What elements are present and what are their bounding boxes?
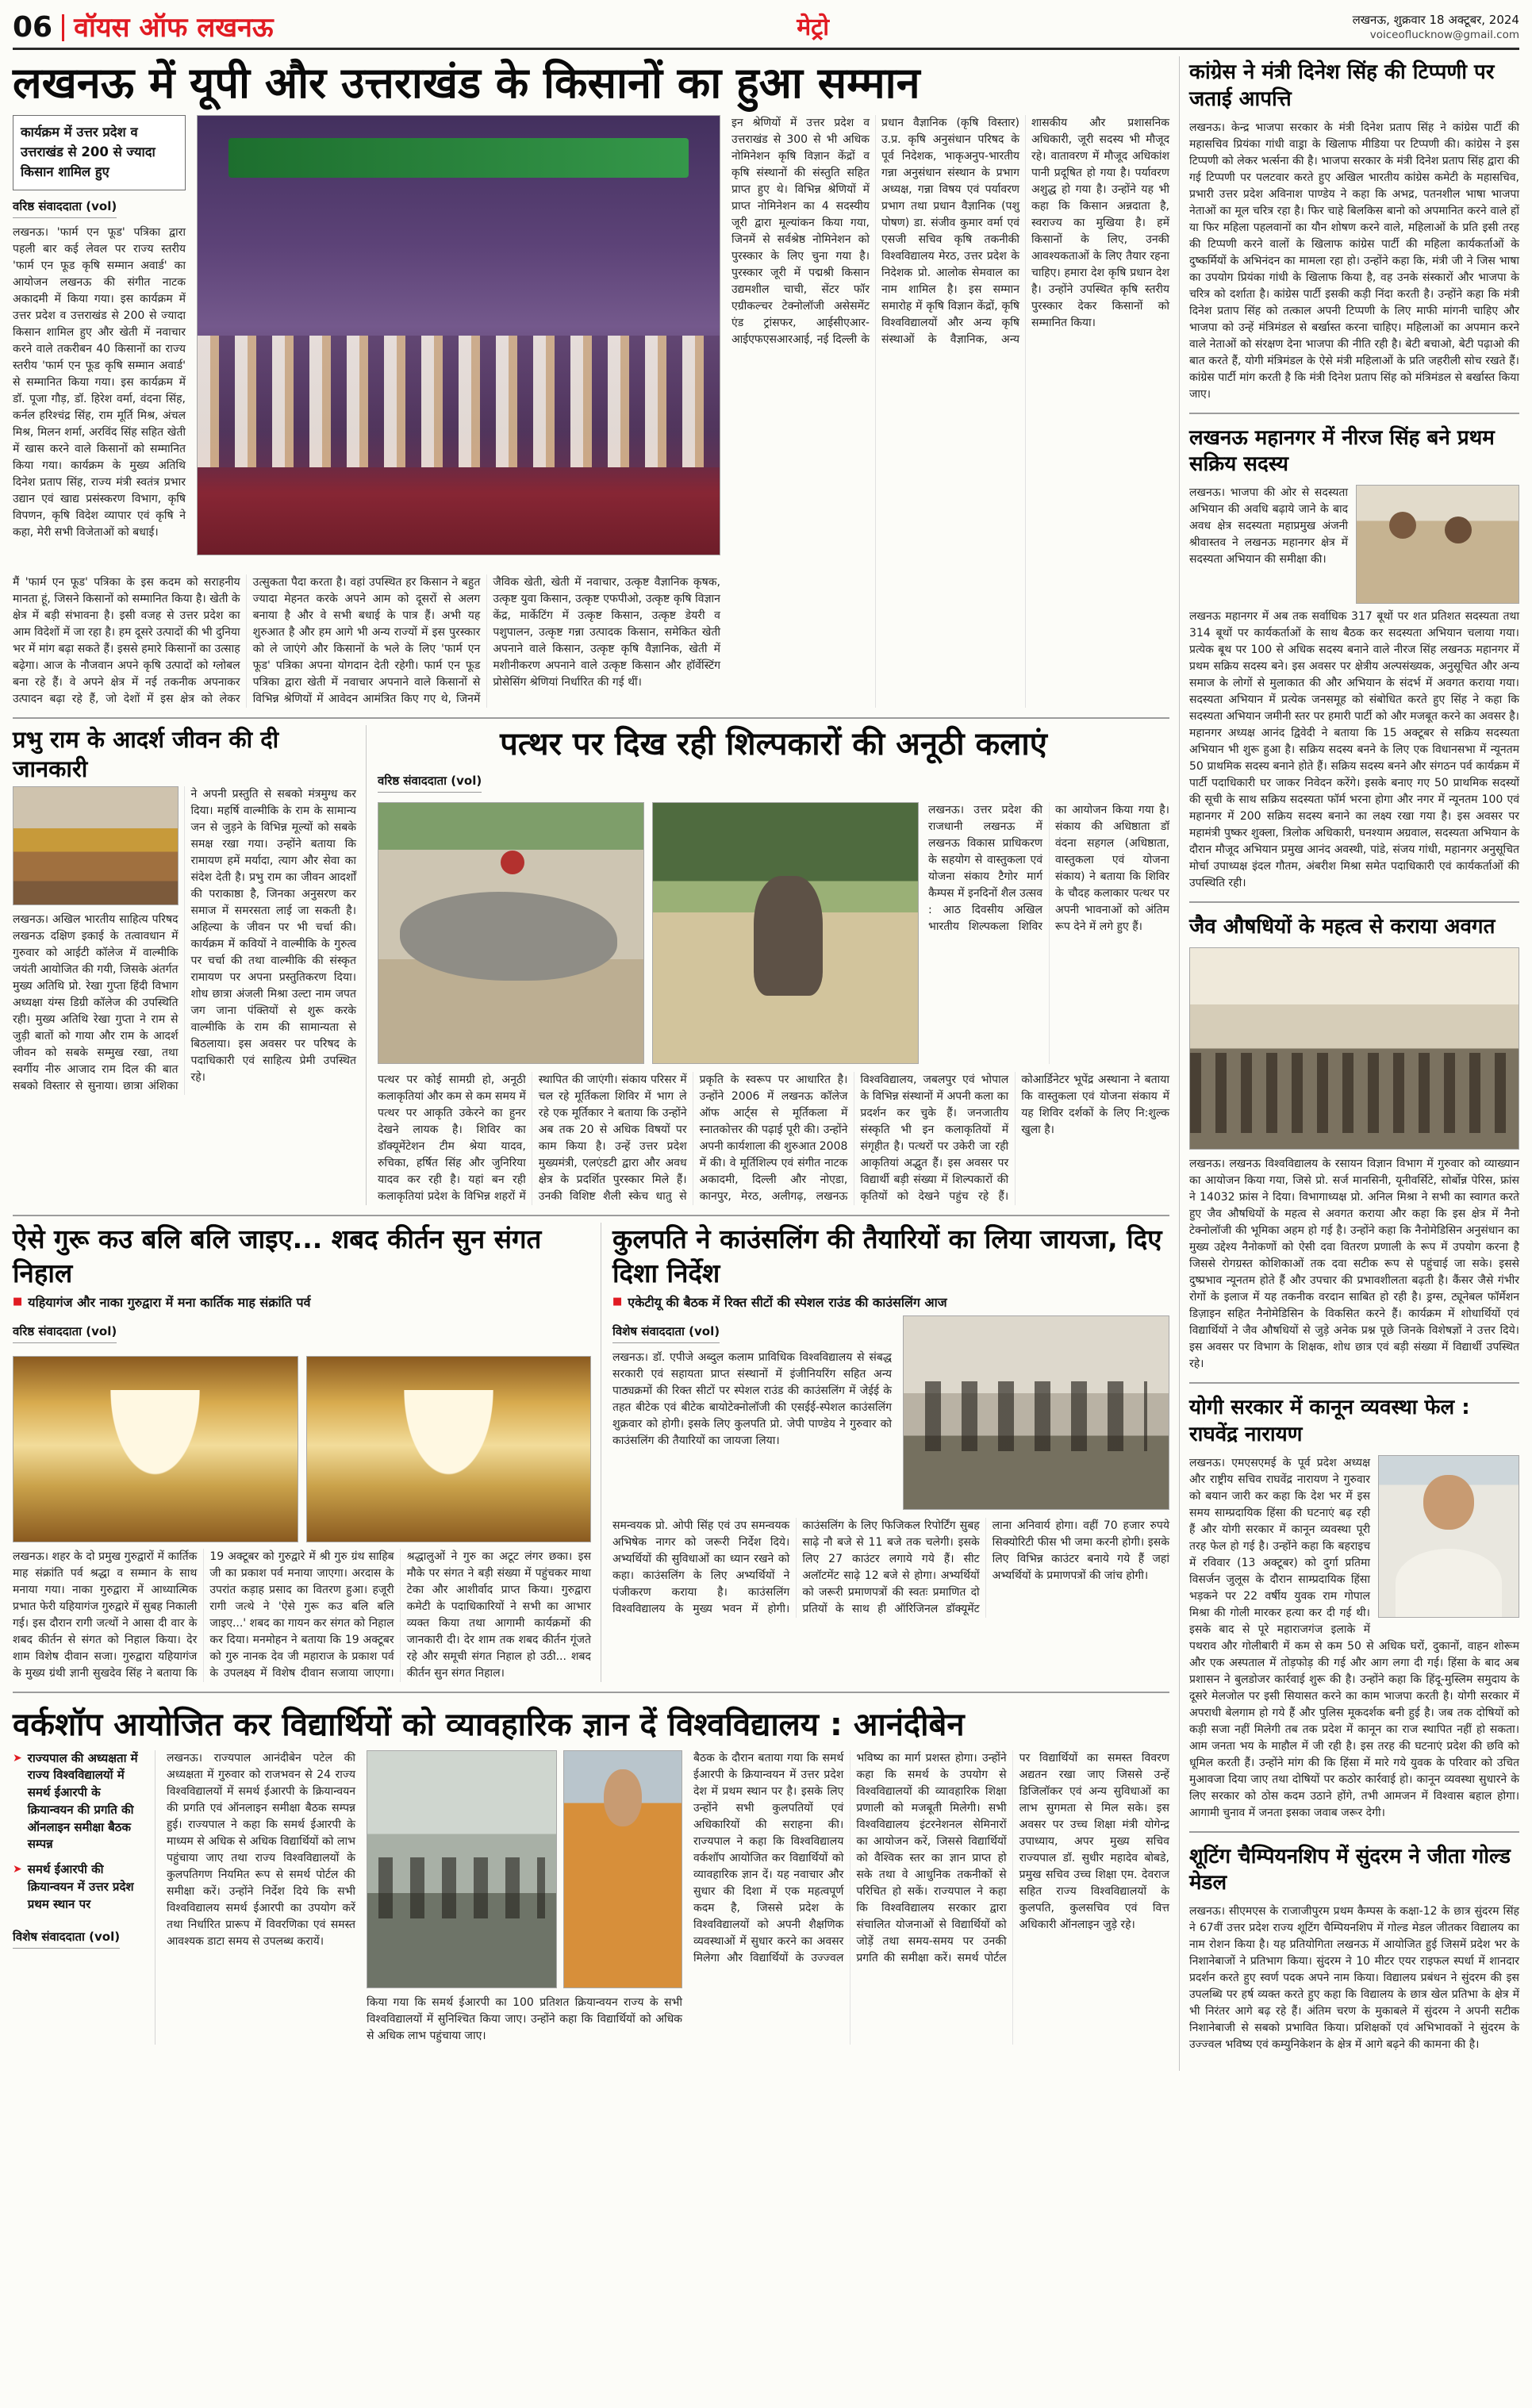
- gurudwara-byline: वरिष्ठ संवाददाता (vol): [13, 1320, 117, 1343]
- row-gurudwara-kulpati: [13, 1215, 1169, 1681]
- sculptors-photos: [378, 802, 919, 1064]
- headline-bio-medicines: जैव औषधियों के महत्व से कराया अवगत: [1189, 915, 1496, 939]
- kulpati-top-row: [612, 1315, 1169, 1510]
- neeraj-body-text: लखनऊ महानगर में अब तक सर्वाधिक 317 बूथों पर शत प्रतिशत सदस्यता तथा 314 बूथों पर कार्यकर्ताओं के साथ बैठक कर सदस्यता अभियान चलाया गया। प्रत्येक बूथ पर 100 से अधिक सदस्य बनाने वाले नीरज सिंह लखनऊ महानगर में प्रथम सक्रिय सदस्य बने। इस अवसर पर क्षेत्रीय अल्पसंख्यक, अनुसूचित और अन्य समाज के लोगों से मुलाकात की और अभियान के संदर्भ में अवगत कराया गया। सदस्यता अभियान में प्रत्येक जनसमूह को संबोधित करते हुए सिंह ने कहा कि सदस्यता अभियान जमीनी स्तर पर हमारी पार्टी को और मजबूत करने का अवसर है। महानगर अध्यक्ष आनंद द्विवेदी ने बताया कि 15 अक्टूबर से सक्रिय सदस्यता अभियान भी शुरू हुआ है। सक्रिय सदस्य बनने के लिए एक विधानसभा में न्यूनतम 50 प्राथमिक सदस्य बनाने होते हैं। सक्रिय सदस्य बनने और संगठन पर्व कार्यक्रम में पार्टी पदाधिकारी घर जाकर निवेदन करेंगे। इसके बनाए गए 50 प्राथमिक सदस्यों की सूची के साथ सक्रिय सदस्यता फॉर्म भरना होगा और नगर में न्यूनतम 100 एवं महानगर में 200 सक्रिय सदस्य बनाने का लक्ष्य रखा गया है। इस अवसर पर महामंत्री पुष्कर शुक्ला, त्रिलोक अधिकारी, घनश्याम अग्रवाल, सदस्यता अभियान के दौरान मौजूद अभियान प्रमुख आनंद अवस्थी, पांडे, संजय गांधी, महानगर अनुसूचित मोर्चा उपाध्यक्ष इंदल गौतम, अंबरीश मिश्रा समेत पदाधिकारी एवं कार्यकर्ताओं की उपस्थिति रही।: [1189, 610, 1519, 890]
- sculptors-byline: वरिष्ठ संवाददाता (vol): [378, 770, 482, 793]
- ram-body-text: लखनऊ। अखिल भारतीय साहित्य परिषद लखनऊ दक्षिण इकाई के तत्वावधान में गुरुवार को आईटी कॉलेज में वाल्मीकि जयंती आयोजित की गयी, जिसके अंतर्गत मुख्य अतिथि प्रो. रेखा गुप्ता हिंदी विभाग अध्यक्षा यंग्स डिग्री कॉलेज की उपस्थिति रही। मुख्य अतिथि रेखा गुप्ता ने राम से जुड़ी बातों को गाया और राम के आदर्श जीवन को सबके सम्मुख रखा, तथा स्वर्गीय नीरु आजाद राम दिल की बात सबको विस्तार से सुनाया। छात्रा अंशिका ने अपनी प्रस्तुति से सबको मंत्रमुग्ध कर दिया। महर्षि वाल्मीकि के राम के सामान्य जन से जुड़ने के विभिन्न मूल्यों को सबके समक्ष रखा गया। उन्होंने बताया कि रामायण हमें मर्यादा, त्याग और सेवा का संदेश देती है। प्रभु राम का जीवन आदर्शों की पराकाष्ठा है, जिनका अनुसरण कर समाज में समरसता लाई जा सकती है। अहिल्या के जीवन पर भी चर्चा की। कार्यक्रम में कवियों ने वाल्मीकि के गुरुत्व पर चर्चा की तथा वाल्मीकि की संस्कृत रामायण पर अपना प्रस्तुतिकरण दिया। शोध छात्रा अंजली मिश्रा उल्टा नाम जपत जग जाना पंक्तियों से शुरू करके वाल्मीकि के राम की सामान्यता से बिठलाया। इस अवसर पर परिषद के पदाधिकारी एवं साहित्य प्रेमी उपस्थित रहे।: [13, 787, 356, 1093]
- workshop-photo-block: [367, 1750, 682, 2045]
- photo-stone-sculpture: [378, 802, 644, 1064]
- masthead-right: [1353, 12, 1519, 42]
- right-sidebar-column: [1179, 56, 1519, 2071]
- masthead-left: [13, 13, 274, 42]
- sculptors-bottom-text: पत्थर पर कोई सामग्री हो, अनूठी कलाकृतियां और कम से कम समय में पत्थर पर आकृति उकेरने का हुनर देखने लायक है। शिविर का डॉक्यूमेंटेशन टीम श्रेया यादव, रुचिका, हर्षित सिंह और जुनिरिया यादव कर रही है। यहां बन रही कलाकृतियां प्रदेश के विभिन्न शहरों में स्थापित की जाएंगी। संकाय परिसर में चल रहे मूर्तिकला शिविर में भाग ले रहे एक मूर्तिकार ने बताया कि उन्होंने अब तक 20 से अधिक विषयों पर काम किया है। उन्हें उत्तर प्रदेश मुख्यमंत्री, एलएंडटी द्वारा और अवध क्षेत्र के प्रदर्शित पुरस्कार मिले हैं। उनकी विशिष्ट शैली स्केच धातु से प्रकृति के स्वरूप पर आधारित है। उन्होंने 2006 में लखनऊ कॉलेज ऑफ आर्ट्स से मूर्तिकला में स्नातकोत्तर की पढ़ाई पूरी की। उन्होंने अपनी कार्यशाला की शुरुआत 2008 में की। वे मूर्तिशिल्प एवं संगीत नाटक अकादमी, दिल्ली और नोएडा, कानपुर, मेरठ, अलीगढ़, लखनऊ विश्वविद्यालय, जबलपुर एवं भोपाल के विभिन्न संस्थानों में अपनी कला का प्रदर्शन कर चुके हैं। जनजातीय संस्कृति भी इन कलाकृतियों में संगृहीत है। पत्थरों पर उकेरी जा रही आकृतियां अद्भुत हैं। इस अवसर पर विद्यार्थी बड़ी संख्या में शिल्पकारों की कृतियों को देखने पहुंच रहे हैं। कोआर्डिनेटर भूपेंद्र अस्थाना ने बताया कि वास्तुकला एवं योजना संकाय में यह शिविर दर्शकों के लिए नि:शुल्क खुला है।: [378, 1073, 1169, 1204]
- sculptors-side-text: लखनऊ। उत्तर प्रदेश की राजधानी लखनऊ में लखनऊ विकास प्राधिकरण के सहयोग से वास्तुकला एवं योजना संकाय टैगोर मार्ग कैम्पस में इनदिनों शैल उत्सव : आठ दिवसीय अखिल भारतीय शिल्पकला शिविर का आयोजन किया गया है। संकाय की अधिष्ठाता डॉ वंदना सहगल (अधिष्ठाता, वास्तुकला एवं योजना संकाय) ने बताया कि शिविर के चौदह कलाकार पत्थर पर अपनी भावनाओं को अंतिम रूप देने में लगे हुए हैं।: [928, 804, 1169, 934]
- workshop-bullet-2: [13, 1861, 145, 1913]
- photo-gurudwara-naka-diwan: [13, 1356, 298, 1542]
- kulpati-kicker: [612, 1294, 1169, 1312]
- neeraj-lead-text: लखनऊ। भाजपा की ओर से सदस्यता अभियान की अवधि बढ़ाये जाने के बाद अवध क्षेत्र सदस्यता महाप्रमुख अंजनी श्रीवास्तव ने लखनऊ महानगर क्षेत्र में सदस्यता अभियान की समीक्षा की।: [1189, 486, 1348, 566]
- workshop-col-a: लखनऊ। राज्यपाल आनंदीबेन पटेल की अध्यक्षता में गुरुवार को राजभवन से 24 राज्य विश्वविद्यालयों में समर्थ ईआरपी के क्रियान्वयन की प्रगति एवं ऑनलाइन समीक्षा बैठक सम्पन्न हुई। राज्यपाल ने कहा कि समर्थ ईआरपी के माध्यम से अधिक से अधिक विद्यार्थियों को लाभ पहुंचाया जाए तथा राज्य विश्वविद्यालयों के कुलपतिगण नियमित रूप से समर्थ पोर्टल की समीक्षा करें। उन्होंने निर्देश दिये कि सभी विश्वविद्यालय समर्थ ईआरपी का उपयोग करें तथा निर्धारित प्रारूप में विवरणिका एवं समस्त आवश्यक डाटा समय से उपलब्ध करायें।: [167, 1751, 355, 1948]
- photo-award-ceremony-stage: [197, 115, 720, 555]
- workshop-sidebar: [13, 1750, 156, 2045]
- headline-congress-objection: कांग्रेस ने मंत्री दिनेश सिंह की टिप्पणी पर जताई आपत्ति: [1189, 60, 1495, 111]
- gurudwara-kicker: [13, 1294, 591, 1312]
- photo-valmiki-jayanti-event: [13, 786, 179, 905]
- masthead-title: वॉयस ऑफ लखनऊ: [74, 12, 274, 44]
- article-governor-workshop: [13, 1692, 1169, 2045]
- headline-governor-workshop: वर्कशॉप आयोजित कर विद्यार्थियों को व्यावहारिक ज्ञान दें विश्वविद्यालय : आनंदीबेन: [13, 1706, 965, 1743]
- headline-shooting-gold-medal: शूटिंग चैम्पियनशिप में सुंदरम ने जीता गोल्ड मेडल: [1189, 1844, 1511, 1895]
- arrow-bullet-icon: ➤: [13, 1863, 22, 1876]
- photo-raghvendra-narayan-portrait: [1378, 1455, 1519, 1618]
- headline-farmers-award: लखनऊ में यूपी और उत्तराखंड के किसानों का हुआ सम्मान: [13, 58, 920, 108]
- article-gurudwara: [13, 1223, 601, 1681]
- kulpati-body-text: समन्वयक प्रो. ओपी सिंह एवं उप समन्वयक अभिषेक नागर को जरूरी निर्देश दिये। अभ्यर्थियों की सुविधाओं का ध्यान रखने को कहा। काउंसलिंग के लिए अभ्यर्थियों ने पंजीकरण कराया है। काउंसलिंग विश्वविद्यालय के मुख्य भवन में होगी। काउंसलिंग के लिए फिजिकल रिपोर्टिंग सुबह साढ़े नौ बजे से 11 बजे तक चलेगी। इसके लिए 27 काउंटर लगाये गये हैं। सीट अलॉटमेंट साढ़े 12 बजे से होगा। अभ्यर्थियों को जरूरी प्रमाणपत्रों की स्वतः प्रमाणित दो प्रतियों के साथ ही ऑरिजिनल डॉक्यूमेंट लाना अनिवार्य होगा। वहीं 70 हजार रुपये सिक्योरिटी फीस भी जमा करनी होगी। इसके लिए विभिन्न काउंटर बनाये गये हैं जहां अभ्यर्थियों के प्रमाणपत्रों की जांच होगी।: [612, 1519, 1169, 1615]
- photo-aktu-inspection-meeting: [903, 1315, 1169, 1510]
- congress-body-text: लखनऊ। केन्द्र भाजपा सरकार के मंत्री दिनेश प्रताप सिंह ने कांग्रेस पार्टी की महासचिव प्रियंका गांधी वाड्रा के खिलाफ मीडिया पर टिप्पणी की। कांग्रेस ने इस टिप्पणी को लेकर भर्त्सना की है। भाजपा सरकार के मंत्री दिनेश प्रताप सिंह द्वारा की गई टिप्पणी पर पलटवार करते हुए अखिल भारतीय कांग्रेस कमेटी के महासचिव, प्रभारी उत्तर प्रदेश अविनाश पाण्डेय ने कहा कि अभद्र, पतनशील भाषा भाजपा नेताओं का मूल चरित्र रहा है। फिर चाहे बिलकिस बानो को अपमानित करने वाले हों या फिर महिला पहलवानों का यौन शोषण करने वाले, महिलाओं के प्रति इसी तरह की टिप्पणी करने वालों के खिलाफ कांग्रेस पार्टी की महिला कार्यकर्ताओं के दुष्कर्मियों के अभिनंदन का मामला रहा हो। उन्होंने कहा कि, मंत्री जी ने जिस भाषा का उपयोग प्रियंका गांधी के खिलाफ किया है, वह उनके संस्कारों और भाजपा के चरित्र को दर्शाता है। कांग्रेस पार्टी इसकी कड़ी निंदा करती है। उन्होंने कहा कि मंत्री दिनेश प्रताप सिंह को तत्काल अपनी टिप्पणी के लिए माफी मांगनी चाहिए और भाजपा को उन्हें मंत्रिमंडल से बर्खास्त करना चाहिए। महिलाओं का अपमान करने वाले नेताओं को संरक्षण देना भाजपा की नीति रही है। बेटी बचाओ, बेटी पढ़ाओ की बात करते हैं, योगी मंत्रिमंडल के ऐसे मंत्री महिलाओं के प्रति जहरीली सोच रखते हैं। कांग्रेस पार्टी मांग करती है कि मंत्री दिनेश प्रताप सिंह को मंत्रिमंडल से बर्खास्त किया जाए।: [1189, 121, 1519, 401]
- headline-raghvendra-statement: योगी सरकार में कानून व्यवस्था फेल : राघवेंद्र नारायण: [1189, 1395, 1470, 1446]
- kulpati-byline: विशेष संवाददाता (vol): [612, 1320, 720, 1343]
- farmers-left-column: [13, 115, 186, 555]
- bullet-icon: ■: [612, 1296, 623, 1308]
- article-neeraj-singh: [1189, 422, 1519, 904]
- photo-neeraj-singh-felicitation: [1356, 485, 1519, 604]
- workshop-photos: [367, 1750, 682, 1988]
- raghvendra-body-block: [1189, 1455, 1519, 1822]
- headline-gurudwara: ऐसे गुरू कउ बलि बलि जाइए... शबद कीर्तन सुन संगत निहाल: [13, 1223, 542, 1289]
- farmers-right-columns: इन श्रेणियों में उत्तर प्रदेश व उत्तराखंड से 300 से भी अधिक नोमिनेशन कृषि विज्ञान केंद्रों व कृषि संस्थानों की संस्तुति सहित प्राप्त हुए थे। विभिन्न श्रेणियों में प्राप्त नोमिनेशन का 4 सदस्यीय जूरी द्वारा मूल्यांकन किया गया, जिनमें से सर्वश्रेष्ठ नोमिनेशन को पुरस्कार के लिए चुना गया है। पुरस्कार जूरी में पद्मश्री किसान उद्यमशील चाची, सेंटर फॉर एग्रीकल्चर टेक्नोलॉजी असेसमेंट एंड ट्रांसफर, आईसीएआर-आईएफएसआरआई, नई दिल्ली के प्रधान वैज्ञानिक (कृषि विस्तार) उ.प्र. कृषि अनुसंधान परिषद के पूर्व निदेशक, भाकृअनुप-भारतीय गन्ना अनुसंधान संस्थान के प्रभाग अध्यक्ष, गन्ना विषय एवं पर्यावरण प्रभाग तथा प्रधान वैज्ञानिक (पशु पोषण) डा. संजीव कुमार वर्मा एवं एसजी सचिव कृषि तकनीकी विश्वविद्यालय मेरठ, उत्तर प्रदेश के निदेशक प्रो. आलोक सेमवाल का नाम शामिल है। इस सम्मान समारोह में कृषि विज्ञान केंद्रों, कृषि विश्वविद्यालयों और अन्य कृषि संस्थाओं के वैज्ञानिक, अन्य शासकीय और प्रशासनिक अधिकारी, जूरी सदस्य भी मौजूद रहे। वातावरण में मौजूद अधिकांश पानी प्रदूषित हो गया है। पर्यावरण अशुद्ध हो गया है। उन्होंने यह भी कहा कि किसान अन्नदाता है, स्वराज्य का मुखिया है। हमें किसानों के लिए, उनकी आवश्यकताओं के लिए तैयार रहना चाहिए। हमारा देश कृषि प्रधान देश है। उन्होंने उपस्थित कृषि स्तरीय पुरस्कार देकर किसानों को सम्मानित किया।: [731, 117, 1169, 347]
- article-sculptors: [378, 725, 1169, 1205]
- farmers-byline: वरिष्ठ संवाददाता (vol): [13, 195, 117, 218]
- ram-body-columns: [13, 786, 356, 1095]
- workshop-col-b: बैठक के दौरान बताया गया कि समर्थ ईआरपी के क्रियान्वयन में उत्तर प्रदेश देश में प्रथम स्थान पर है। इसके लिए उन्होंने सभी कुलपतियों एवं अधिकारियों की सराहना की। राज्यपाल ने कहा कि विश्वविद्यालय वर्कशॉप आयोजित कर विद्यार्थियों को व्यावहारिक ज्ञान दें। यह नवाचार और सुधार की दिशा में एक महत्वपूर्ण कदम है, जिससे प्रदेश के विश्वविद्यालयों को अपनी शैक्षणिक व्यवस्थाओं में सुधार करने का अवसर मिलेगा और विद्यार्थियों के उज्ज्वल भविष्य का मार्ग प्रशस्त होगा। उन्होंने कहा कि समर्थ के उपयोग से विश्वविद्यालयों की व्यावहारिक शिक्षा प्रणाली को मजबूती मिलेगी। सभी विश्वविद्यालय इंटरनेशनल सेमिनारों का आयोजन करें, जिससे विद्यार्थियों को वैश्विक स्तर का ज्ञान प्राप्त हो सके तथा वे आधुनिक तकनीकों से परिचित हो सकें। राज्यपाल ने कहा कि विश्वविद्यालय सरकार द्वारा संचालित योजनाओं से विद्यार्थियों को जोड़ें तथा समय-समय पर उनकी प्रगति की समीक्षा करें। समर्थ पोर्टल पर विद्यार्थियों का समस्त विवरण अद्यतन रखा जाए जिससे उन्हें डिजिलॉकर एवं अन्य सुविधाओं का लाभ सुगमता से मिल सके। इस अवसर पर उच्च शिक्षा मंत्री योगेन्द्र उपाध्याय, अपर मुख्य सचिव राज्यपाल डॉ. सुधीर महादेव बोबडे, प्रमुख सचिव उच्च शिक्षा एम. देवराज सहित राज्य विश्वविद्यालयों के कुलपति, कुलसचिव एवं वित्त अधिकारी ऑनलाइन जुड़े रहे।: [693, 1751, 1169, 1964]
- article-congress-objection: [1189, 56, 1519, 414]
- gurudwara-body-text: लखनऊ। शहर के दो प्रमुख गुरुद्वारों में कार्तिक माह संक्रांति पर्व श्रद्धा व सम्मान के साथ मनाया गया। नाका गुरुद्वारा में आध्यात्मिक प्रभात फेरी यहियागंज गुरुद्वारे में सुबह निकाली गई। इस दौरान रागी जत्थों ने आसा दी वार के शबद कीर्तन से संगत को निहाल किया। देर शाम विशेष दीवान सजा। गुरुद्वारा यहियागंज के मुख्य ग्रंथी ज्ञानी सुखदेव सिंह ने बताया कि 19 अक्टूबर को गुरुद्वारे में श्री गुरु ग्रंथ साहिब जी का प्रकाश पर्व मनाया जाएगा। अरदास के उपरांत कड़ाह प्रसाद का वितरण हुआ। हजूरी रागी जत्थे ने 'ऐसे गुरू कउ बलि बलि जाइए...' शबद का गायन कर संगत को निहाल कर दिया। मनमोहन ने बताया कि 19 अक्टूबर को गुरु नानक देव जी महाराज के प्रकाश पर्व के उपलक्ष्य में विशेष दीवान सजाया जाएगा। श्रद्धालुओं ने गुरु का अटूट लंगर छका। इस मौके पर संगत ने बड़ी संख्या में पहुंचकर माथा टेका और आशीर्वाद प्राप्त किया। गुरुद्वारा कमेटी के पदाधिकारियों ने सभी का आभार व्यक्त किया तथा आगामी कार्यक्रमों की जानकारी दी। देर शाम तक शबद कीर्तन गूंजते रहे और समूची संगत निहाल हो उठी... शबद कीर्तन सुन संगत निहाल।: [13, 1550, 591, 1680]
- sculptors-top-row: [378, 802, 1169, 1064]
- masthead: [13, 8, 1519, 50]
- gurudwara-photos: [13, 1356, 591, 1542]
- farmers-highlight-box: कार्यक्रम में उत्तर प्रदेश व उत्तराखंड से 200 से ज्यादा किसान शामिल हुए: [13, 115, 186, 190]
- article-raghvendra-statement: [1189, 1392, 1519, 1833]
- kulpati-lead-block: [612, 1315, 892, 1510]
- article-shooting-gold-medal: [1189, 1841, 1519, 2064]
- photo-sculptor-at-work: [652, 802, 919, 1064]
- headline-kulpati: कुलपति ने काउंसलिंग की तैयारियों का लिया जायजा, दिए दिशा निर्देश: [612, 1223, 1162, 1289]
- arrow-bullet-icon: ➤: [13, 1751, 22, 1765]
- row-ram-sculptors: [13, 717, 1169, 1205]
- workshop-byline: विशेष संवाददाता (vol): [13, 1926, 120, 1949]
- photo-lecture-audience: [1189, 947, 1519, 1150]
- section-title: मेट्रो: [797, 13, 830, 41]
- headline-neeraj-singh: लखनऊ महानगर में नीरज सिंह बने प्रथम सक्रिय सदस्य: [1189, 425, 1495, 477]
- dateline: लखनऊ, शुक्रवार 18 अक्टूबर, 2024: [1352, 12, 1519, 27]
- farmers-article-layout: [13, 115, 1169, 708]
- raghvendra-body-text: लखनऊ। एमएसएमई के पूर्व प्रदेश अध्यक्ष और राष्ट्रीय सचिव राघवेंद्र नारायण ने गुरुवार को बयान जारी कर कहा कि देश भर में इस समय साम्प्रदायिक हिंसा की घटनाएं बढ़ रही हैं और योगी सरकार में कानून व्यवस्था पूरी तरह फेल हो गई है। उन्होंने कहा कि बहराइच में रविवार (13 अक्टूबर) को दुर्गा प्रतिमा विसर्जन जुलूस के दौरान साम्प्रदायिक हिंसा भड़कने पर 22 वर्षीय युवक राम गोपाल मिश्रा की गोली मारकर हत्या कर दी गई थी। इसके बाद से पूरे महाराजगंज इलाके में पथराव और गोलीबारी में कम से कम 50 से अधिक घरों, दुकानों, वाहन शोरूम और एक अस्पताल में तोड़फोड़ की गई और आग लगा दी गई। हिंसा के बाद अब प्रशासन ने बुलडोजर कार्रवाई शुरू की है। उन्होंने कहा कि हिंदू-मुस्लिम समुदाय के दूसरे मेलजोल पर इसी सियासत करने का काम भाजपा करती है। योगी सरकार में अपराधी बेलगाम हो गये हैं और पुलिस मूकदर्शक बनी हुई है। जब तक दोषियों को कड़ी सजा नहीं मिलेगी तब तक प्रदेश में कानून का राज स्थापित नहीं हो सकता। आम जनता भय के माहौल में जी रही है। इस तरह की घटनाएं प्रदेश की छवि को धूमिल करती हैं। उन्होंने मांग की कि हिंसा में मारे गये युवक के परिवार को उचित मुआवजा दिया जाए तथा दोषियों पर कठोर कार्रवाई हो। कानून व्यवस्था सुधारने के लिए सरकार को ठोस कदम उठाने होंगे, तभी आमजन में विश्वास बहाल होगा। आगामी चुनाव में जनता इसका जवाब जरूर देगी।: [1189, 1456, 1519, 1819]
- farmers-under-photo-text: मैं 'फार्म एन फूड' पत्रिका के इस कदम को सराहनीय मानता हूं, जिसने किसानों को सम्मानित किया है। खेती के क्षेत्र में बड़ी संभावना है। इसी वजह से उत्तर प्रदेश का आम विदेशों में जा रहा है। हम दूसरे उत्पादों की भी दुनिया भर में मांग बढ़ा सकते हैं। इससे हमारे किसानों का उत्साह बढ़ेगा। आज के नौजवान अपने कृषि उत्पादों को ग्लोबल बना रहे हैं। वे अपने क्षेत्र में नई तकनीक अपनाकर उत्पादन बढ़ा रहे हैं, जो देशों में इस क्षेत्र को लेकर उत्सुकता पैदा करता है। वहां उपस्थित हर किसान ने बहुत ज्यादा मेहनत करके अपने आम को दूसरों से अलग बनाया है और वे सभी बधाई के पात्र हैं। अभी यह शुरुआत है और हम आगे भी अन्य राज्यों में इस पुरस्कार को ले जाएंगे और किसानों के भले के लिए 'फार्म एन फूड' पत्रिका अपना योगदान देती रहेगी। फार्म एन फूड पत्रिका द्वारा खेती में नवाचार अपनाने वाले किसानों से विभिन्न श्रेणियों में आवेदन आमंत्रित किए गए थे, जिनमें जैविक खेती, खेती में नवाचार, उत्कृष्ट वैज्ञानिक कृषक, उत्कृष्ट युवा किसान, उत्कृष्ट एफपीओ, उत्कृष्ट कृषि विज्ञान केंद्र, मार्केटिंग में उत्कृष्ट किसान, उत्कृष्ट डेयरी व पशुपालन, उत्कृष्ट गन्ना उत्पादक किसान, समेकित खेती अपनाने वाले किसान, उत्कृष्ट कृषि वैज्ञानिक, खेती में मशीनीकरण अपनाने वाले उत्कृष्ट किसान और हॉर्वेस्टिंग प्रोसेसिंग श्रेणियां निर्धारित की गई थीं।: [13, 576, 720, 706]
- gurudwara-kicker-text: यहियागंज और नाका गुरुद्वारा में मना कार्तिक माह संक्रांति पर्व: [28, 1295, 311, 1311]
- bullet-icon: ■: [13, 1296, 23, 1308]
- article-prabhu-ram: [13, 725, 367, 1205]
- workshop-bullet-1: [13, 1750, 145, 1854]
- shooting-body-text: लखनऊ। सीएमएस के राजाजीपुरम प्रथम कैम्पस के कक्षा-12 के छात्र सुंदरम सिंह ने 67वीं उत्तर प्रदेश राज्य शूटिंग चैम्पियनशिप में गोल्ड मेडल जीतकर विद्यालय का नाम रोशन किया है। यह प्रतियोगिता लखनऊ में आयोजित हुई जिसमें प्रदेश भर के निशानेबाजों ने प्रतिभाग किया। सुंदरम ने 10 मीटर एयर राइफल स्पर्धा में शानदार प्रदर्शन करते हुए स्वर्ण पदक अपने नाम किया। विद्यालय प्रबंधन ने सुंदरम की इस उपलब्धि पर हर्ष व्यक्त करते हुए कहा कि विद्यालय के छात्र खेल प्रतिभा के क्षेत्र में भी निरंतर आगे बढ़ रहे हैं। अंतिम चरण के मुकाबले में सुंदरम ने अपनी सटीक निशानेबाजी से सबको प्रभावित किया। प्रशिक्षकों एवं अभिभावकों ने सुंदरम के उज्ज्वल भविष्य एवं कम्युनिकेशन के क्षेत्र में आगे बढ़ने की कामना की है।: [1189, 1905, 1519, 2052]
- page-number: 06: [13, 11, 53, 44]
- article-bio-medicines-lecture: [1189, 911, 1519, 1384]
- photo-gurudwara-yahiyaganj-diwan: [306, 1356, 592, 1542]
- workshop-layout: [13, 1750, 1169, 2045]
- article-kulpati-counselling: [612, 1223, 1169, 1681]
- farmers-lead-text: लखनऊ। 'फार्म एन फूड' पत्रिका द्वारा पहली बार कई लेवल पर राज्य स्तरीय 'फार्म एन फूड कृषि सम्मान अवार्ड' का आयोजन लखनऊ की संगीत नाटक अकादमी में किया गया। इस कार्यक्रम में उत्तर प्रदेश व उत्तराखंड से 200 से ज्यादा किसान शामिल हुए और खेती में नवाचार करने वाले तकरीबन 40 किसानों का राज्य स्तरीय 'फार्म एन फूड कृषि सम्मान अवार्ड' से सम्मानित किया गया। इस कार्यक्रम में डॉ. पूजा गौड़, डॉ. हिरेश वर्मा, वंदना सिंह, कर्नल हरिश्चंद्र सिंह, राम मूर्ति मिश्र, अंचल मिश्र, मिलन शर्मा, अरविंद सिंह सहित खेती में खास करने वाले किसानों को सम्मानित किया गया। कार्यक्रम के मुख्य अतिथि दिनेश प्रताप सिंह, राज्य मंत्री स्वतंत्र प्रभार उद्यान एवं खाद्य प्रसंस्करण विभाग, कृषि विपणन, कृषि विदेश व्यापार एवं कृषि ने कहा, मेरी सभी विजेताओं को बधाई।: [13, 225, 186, 539]
- kulpati-kicker-text: एकेटीयू की बैठक में रिक्त सीटों की स्पेशल राउंड की काउंसलिंग आज: [628, 1295, 947, 1311]
- headline-sculptors: पत्थर पर दिख रही शिल्पकारों की अनूठी कलाएं: [500, 726, 1047, 763]
- main-column: [13, 56, 1169, 2071]
- masthead-divider: [62, 14, 64, 41]
- publication-email: voiceoflucknow@gmail.com: [1369, 28, 1519, 41]
- photo-governor-anandiben: [563, 1750, 682, 1988]
- bio-medicines-body-text: लखनऊ। लखनऊ विश्वविद्यालय के रसायन विज्ञान विभाग में गुरुवार को व्याख्यान का आयोजन किया गया, जिसे प्रो. सर्ज मानसिनी, यूनीवर्सिटे, सोर्बोन्न पेरिस, फ्रांस ने 14032 फ्रांस ने दिया। विभागाध्यक्ष प्रो. अनिल मिश्रा ने सभी का स्वागत करते हुए जैव औषधियों के महत्व से अवगत कराया और कहा कि इस क्षेत्र में नैनो टेक्नोलॉजी की भूमिका अहम हो गई है। उन्होंने कहा कि नैनोमेडिसिन अनुसंधान का मुख्य उद्देश्य नैनोकणों को ऐसी दवा वितरण प्रणाली के रूप में उपयोग करना है जिससे रोगग्रस्त कोशिकाओं तक दवा सटीक रूप से पहुंचाई जा सके। इससे दुष्प्रभाव न्यूनतम होते हैं और उपचार की प्रभावशीलता बढ़ती है। कैंसर जैसे गंभीर रोगों के इलाज में यह तकनीक वरदान साबित हो रही है। ड्रग्स, ट्यूनेबल फॉर्मेशन डिज़ाइन सहित नैनोमेडिसिन के विकसित करने हैं। कार्यक्रम में शोधार्थियों एवं विद्यार्थियों ने जैव औषधियों से जुड़े अनेक प्रश्न पूछे जिनके विशेषज्ञों ने उत्तर दिये। इस अवसर पर विभाग के शिक्षक, शोध छात्र एवं बड़ी संख्या में विद्यार्थी उपस्थित रहे।: [1189, 1157, 1519, 1370]
- workshop-col-mid: किया गया कि समर्थ ईआरपी का 100 प्रतिशत क्रियान्वयन राज्य के सभी विश्वविद्यालयों में सुनिश्चित किया जाए। उन्होंने कहा कि विद्यार्थियों को अधिक से अधिक लाभ पहुंचाया जाए।: [367, 1995, 682, 2042]
- workshop-bullet-1-text: राज्यपाल की अध्यक्षता में राज्य विश्वविद्यालयों में समर्थ ईआरपी के क्रियान्वयन की प्रगति की ऑनलाइन समीक्षा बैठक सम्पन्न: [27, 1750, 138, 1852]
- page-content: [13, 56, 1519, 2071]
- photo-review-meeting: [367, 1750, 557, 1988]
- headline-prabhu-ram: प्रभु राम के आदर्श जीवन की दी जानकारी: [13, 726, 279, 782]
- article-farmers-award: [13, 56, 1169, 708]
- workshop-bullet-2-text: समर्थ ईआरपी की क्रियान्वयन में उत्तर प्रदेश प्रथम स्थान पर: [27, 1862, 134, 1911]
- neeraj-top-row: [1189, 485, 1519, 604]
- kulpati-lead-text: लखनऊ। डॉ. एपीजे अब्दुल कलाम प्राविधिक विश्वविद्यालय से संबद्ध सरकारी एवं सहायता प्राप्त संस्थानों में इंजीनियरिंग सहित अन्य पाठ्यक्रमों की रिक्त सीटों पर स्पेशल राउंड की काउंसलिंग में जेईई के तहत बीटेक एवं बीटेक बायोटेक्नोलॉजी की एसईई-स्पेशल काउंसलिंग शुक्रवार को होगी। इसके लिए कुलपति प्रो. जेपी पाण्डेय ने गुरुवार को काउंसलिंग की तैयारियों का जायजा लिया।: [612, 1350, 892, 1447]
